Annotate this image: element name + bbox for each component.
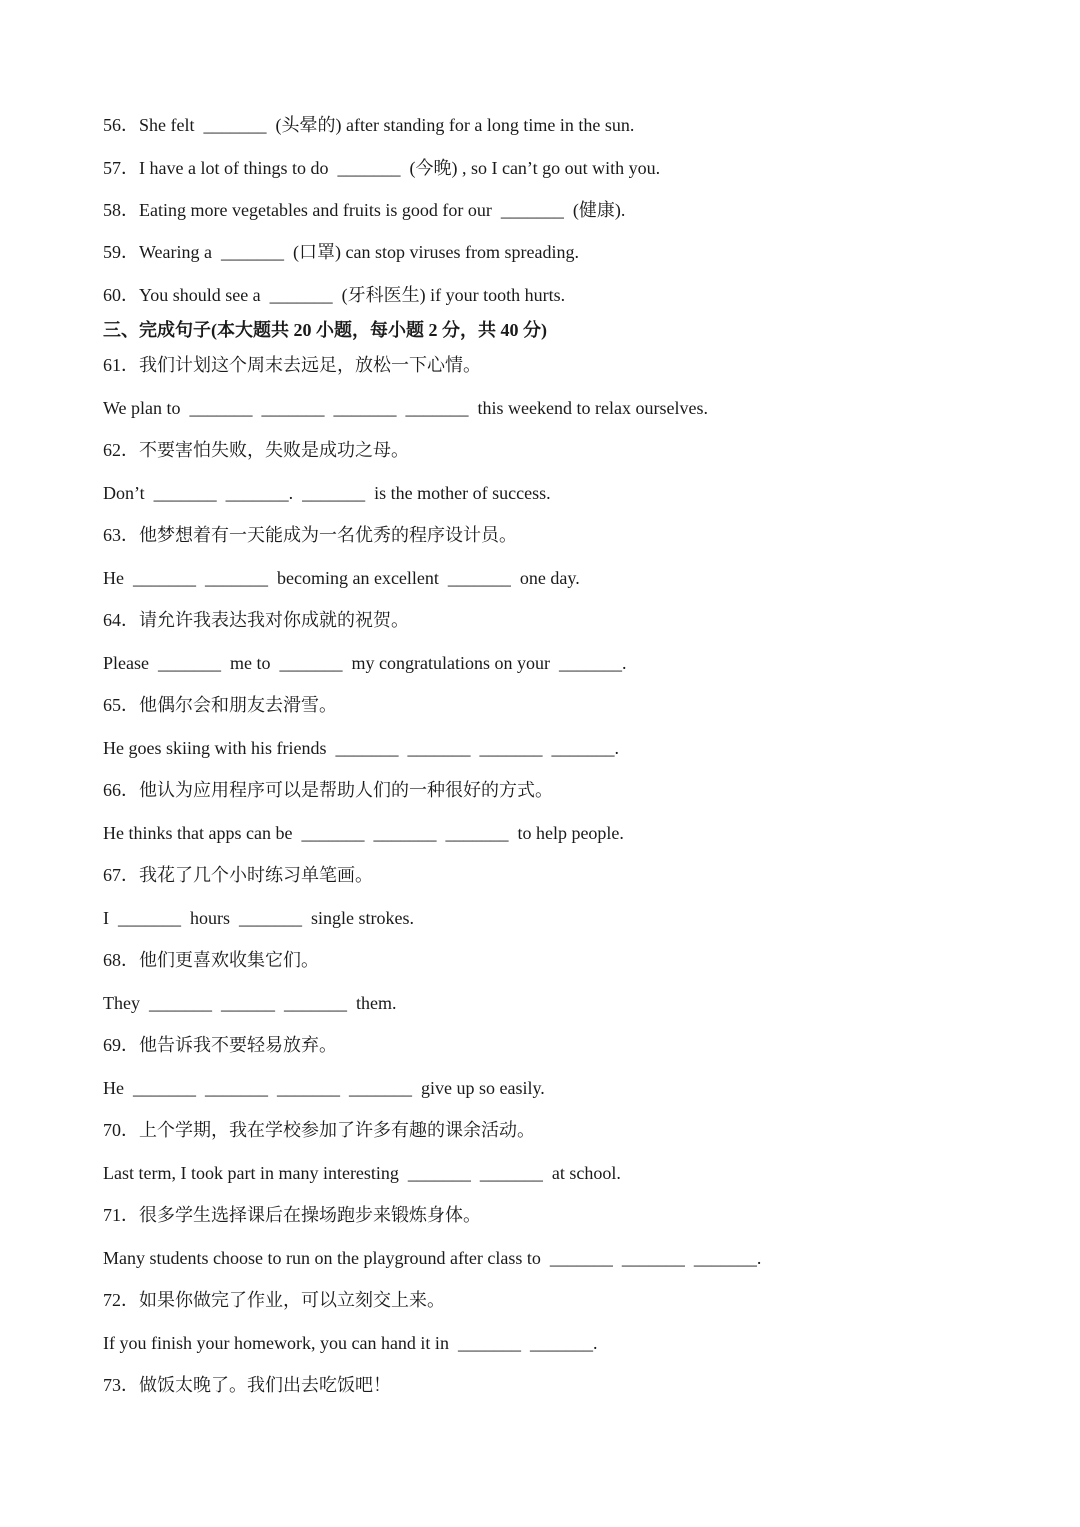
question-61-answer: We plan to _______ _______ _______ _______ this weekend to relax ourselves. xyxy=(103,398,708,418)
question-66-answer: He thinks that apps can be _______ _______ _______ to help people. xyxy=(103,823,624,843)
question-68-answer: They _______ ______ _______ them. xyxy=(103,993,397,1013)
question-60: 60．You should see a _______ (牙科医生) if your tooth hurts. xyxy=(103,285,566,305)
question-61-prompt: 61．我们计划这个周末去远足，放松一下心情。 xyxy=(103,355,481,375)
question-67-prompt: 67．我花了几个小时练习单笔画。 xyxy=(103,865,373,885)
section-heading: 三、完成句子(本大题共 20 小题，每小题 2 分，共 40 分) xyxy=(103,320,547,340)
question-68-prompt: 68．他们更喜欢收集它们。 xyxy=(103,950,319,970)
question-62-prompt: 62．不要害怕失败，失败是成功之母。 xyxy=(103,440,409,460)
question-66-prompt: 66．他认为应用程序可以是帮助人们的一种很好的方式。 xyxy=(103,780,553,800)
question-58: 58．Eating more vegetables and fruits is good for our _______ (健康). xyxy=(103,200,626,220)
question-64-prompt: 64．请允许我表达我对你成就的祝贺。 xyxy=(103,610,409,630)
question-67-answer: I _______ hours _______ single strokes. xyxy=(103,908,414,928)
question-70-answer: Last term, I took part in many interesting _______ _______ at school. xyxy=(103,1163,621,1183)
question-71-prompt: 71．很多学生选择课后在操场跑步来锻炼身体。 xyxy=(103,1205,481,1225)
question-73-prompt: 73．做饭太晚了。我们出去吃饭吧！ xyxy=(103,1375,391,1395)
question-59: 59．Wearing a _______ (口罩) can stop viruses from spreading. xyxy=(103,242,579,262)
question-69-prompt: 69．他告诉我不要轻易放弃。 xyxy=(103,1035,337,1055)
question-72-prompt: 72．如果你做完了作业，可以立刻交上来。 xyxy=(103,1290,445,1310)
question-65-answer: He goes skiing with his friends _______ _______ _______ _______. xyxy=(103,738,619,758)
question-63-answer: He _______ _______ becoming an excellent _______ one day. xyxy=(103,568,580,588)
question-65-prompt: 65．他偶尔会和朋友去滑雪。 xyxy=(103,695,337,715)
question-62-answer: Don’t _______ _______. _______ is the mother of success. xyxy=(103,483,551,503)
question-69-answer: He _______ _______ _______ _______ give up so easily. xyxy=(103,1078,545,1098)
question-70-prompt: 70．上个学期，我在学校参加了许多有趣的课余活动。 xyxy=(103,1120,535,1140)
question-56: 56．She felt _______ (头晕的) after standing for a long time in the sun. xyxy=(103,115,635,135)
question-57: 57．I have a lot of things to do _______ (今晚) , so I can’t go out with you. xyxy=(103,158,661,178)
question-63-prompt: 63．他梦想着有一天能成为一名优秀的程序设计员。 xyxy=(103,525,517,545)
question-72-answer: If you finish your homework, you can hand it in _______ _______. xyxy=(103,1333,598,1353)
question-71-answer: Many students choose to run on the playground after class to _______ _______ _______. xyxy=(103,1248,762,1268)
question-64-answer: Please _______ me to _______ my congratulations on your _______. xyxy=(103,653,627,673)
